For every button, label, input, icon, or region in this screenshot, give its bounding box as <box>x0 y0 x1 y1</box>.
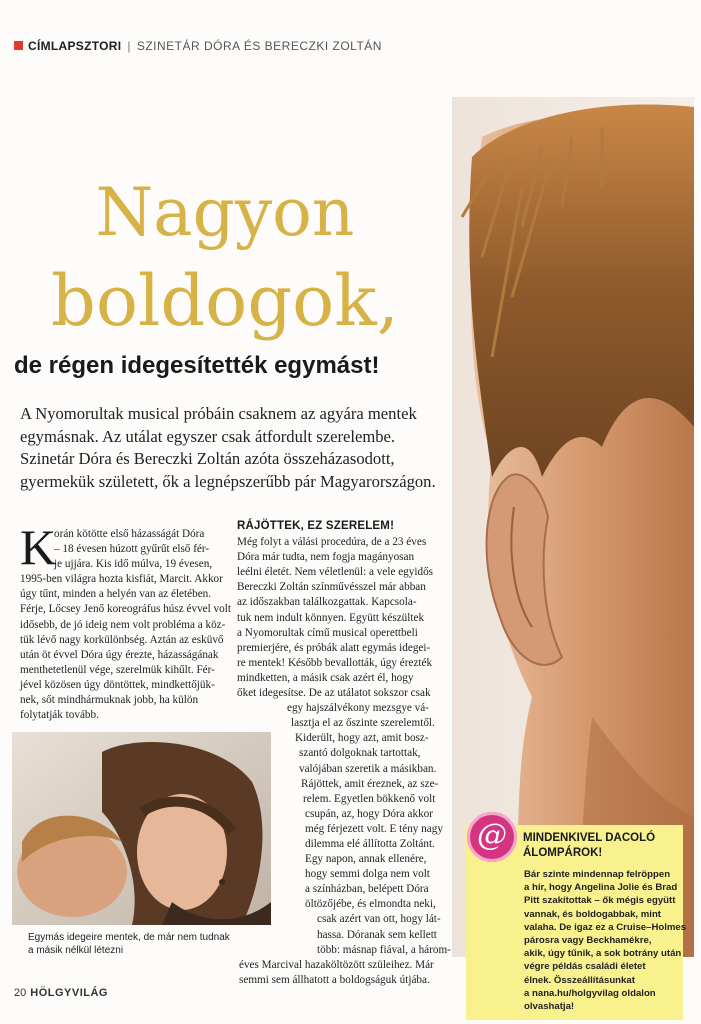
body-line: nek, sőt mindhármuknak jobb, ha külön <box>20 694 199 707</box>
body-line: orán kötötte első házasságát Dóra <box>54 528 205 540</box>
body-line: dilemma elé állította Zoltánt. <box>305 837 435 850</box>
sidebar-line: végre példás családi életet <box>524 961 646 973</box>
at-sign-glyph: @ <box>477 818 507 853</box>
body-line: Bereczki Zoltán színművésszel már abban <box>237 581 426 594</box>
body-line: Még folyt a válási procedúra, de a 23 éves <box>237 536 427 549</box>
page-footer <box>14 987 108 999</box>
sidebar-line: Pitt szakítottak – ők mégis együtt <box>524 895 676 907</box>
sidebar-text <box>524 868 686 1013</box>
body-line: csak azért van ott, hogy lát- <box>317 913 441 926</box>
body-line: re mentek! Később bevallották, úgy érezték <box>237 656 433 669</box>
lead-line: Szinetár Dóra és Bereczki Zoltán azóta összeházasodott, <box>20 449 395 468</box>
sidebar-line: Bár szinte mindennap felröppen <box>524 869 671 880</box>
lead-line: egymásnak. Az utálat egyszer csak átfordult szerelembe. <box>20 426 396 446</box>
lead-line: A Nyomorultak musical próbáin csaknem az agyára mentek <box>20 404 417 423</box>
body-line: úgy tűnt, minden a helyén van az életében. <box>20 588 212 601</box>
body-line: több: másnap fiával, a három- <box>317 943 451 956</box>
body-line: öltözőjébe, és elmondta neki, <box>305 898 436 911</box>
body-line: után öt évvel Dóra úgy érezte, házasságának <box>20 648 219 661</box>
body-line: lasztja el az őszinte szerelemtől. <box>291 717 435 730</box>
photo-caption <box>28 931 258 957</box>
body-line: – 18 évesen húzott gyűrűt első fér- <box>54 543 210 556</box>
headline-subtitle: de régen idegesítették egymást! <box>14 352 380 379</box>
body-line: Dóra már tudta, nem fogja magányosan <box>237 551 415 564</box>
section-subject: SZINETÁR DÓRA ÉS BERECZKI ZOLTÁN <box>136 39 382 53</box>
sidebar-line: a hír, hogy Angelina Jolie és Brad <box>524 882 678 894</box>
sidebar-line: élnek. Összeállításunkat <box>524 974 635 986</box>
body-line: csupán, az, hogy Dóra akkor <box>305 807 433 820</box>
body-line: a színházban, belépett Dóra <box>305 883 429 896</box>
lead-paragraph <box>20 403 450 493</box>
body-line: Egy napon, annak ellenére, <box>305 853 427 866</box>
body-line: éves Marcival hazaköltözött szüleihez. Már <box>239 958 434 971</box>
body-line: egy hajszálvékony mezsgye vá- <box>287 702 429 715</box>
body-line: relem. Egyetlen bökkenő volt <box>303 792 436 805</box>
sidebar-line: párosra vagy Beckhamékre, <box>524 935 652 947</box>
section-marker-icon <box>14 41 23 50</box>
body-line: idősebb, de jó ideig nem volt probléma a köz- <box>20 618 226 631</box>
sidebar-line: valaha. De igaz ez a Cruise–Holmes <box>524 921 687 933</box>
sidebar-title-line: ÁLOMPÁROK! <box>523 847 603 859</box>
sidebar-line: akik, úgy tűnik, a sok botrány után <box>524 948 682 960</box>
body-line: premierjére, és próbák alatt egymás idegei- <box>237 641 431 654</box>
section-separator: | <box>127 39 131 53</box>
body-line: 1995-ben világra hozta kisfiát, Marcit. Akkor <box>20 573 223 586</box>
at-sign-icon <box>467 812 517 862</box>
body-line: az időszakban találkozgattak. Kapcsola- <box>237 596 417 609</box>
body-line: mindketten, a másik csak azért él, hogy <box>237 671 414 684</box>
headline-line-2: boldogok, <box>51 260 399 342</box>
lead-line: gyermekük született, ők a legnépszerűbb pár Magyarországon. <box>20 471 436 491</box>
body-line: semmi sem állhatott a boldogságuk útjába. <box>239 973 430 986</box>
section-header <box>14 39 382 53</box>
body-line: menthetetlenül vége, szerelmük kihűlt. Fér- <box>20 663 215 676</box>
body-line: tuk nem indult könnyen. Együtt készültek <box>237 611 425 624</box>
sidebar-link-line[interactable]: a nana.hu/holgyvilag oldalon <box>524 987 656 999</box>
body-line: jével közösen úgy döntöttek, mindkettőjük- <box>20 678 215 691</box>
sidebar-title <box>523 831 655 861</box>
couple-illustration <box>12 732 271 925</box>
sidebar-line: vannak, és boldogabbak, mint <box>524 908 662 920</box>
body-line: folytatják tovább. <box>20 709 99 722</box>
body-line: je ujjára. Kis idő múlva, 19 évesen, <box>54 558 213 571</box>
sidebar-line: olvashatja! <box>524 1001 575 1013</box>
article-column-1 <box>20 519 231 723</box>
column-heading: RÁJÖTTEK, EZ SZERELEM! <box>237 520 395 532</box>
couple-photo <box>12 732 271 925</box>
body-line: Férje, Lőcsey Jenő koreográfus húsz évvel volt <box>20 603 231 616</box>
caption-line: a másik nélkül létezni <box>28 945 124 956</box>
body-line: szantó dolgoknak tartottak, <box>299 747 421 760</box>
page-number: 20 <box>14 987 27 999</box>
body-line: még férjezett volt. E tény nagy <box>305 822 443 835</box>
sidebar-title-line: MINDENKIVEL DACOLÓ <box>523 832 656 844</box>
body-line: leélni életét. Nem véletlenül: a vele egyidős <box>237 566 434 579</box>
body-line: valójában szeretik a másikban. <box>299 762 437 775</box>
body-line: Kiderült, hogy azt, amit bosz- <box>295 732 429 745</box>
body-line: hogy semmi dolga nem volt <box>305 868 430 881</box>
body-line: őket idegesítse. De az utálatot sokszor csak <box>237 687 431 700</box>
body-line: Rájöttek, amit éreznek, az sze- <box>301 777 439 790</box>
section-category: CÍMLAPSZTORI <box>28 39 122 53</box>
drop-cap: K <box>20 519 57 575</box>
body-line: a Nyomorultak című musical operettbeli <box>237 626 418 639</box>
body-line: tük lévő nagy korkülönbség. Aztán az esküvő <box>20 633 224 646</box>
caption-line: Egymás idegeire mentek, de már nem tudnak <box>28 932 230 943</box>
magazine-name: HÖLGYVILÁG <box>30 987 108 999</box>
headline-line-1: Nagyon <box>95 174 355 251</box>
body-line: hassa. Dóranak sem kellett <box>317 928 437 941</box>
